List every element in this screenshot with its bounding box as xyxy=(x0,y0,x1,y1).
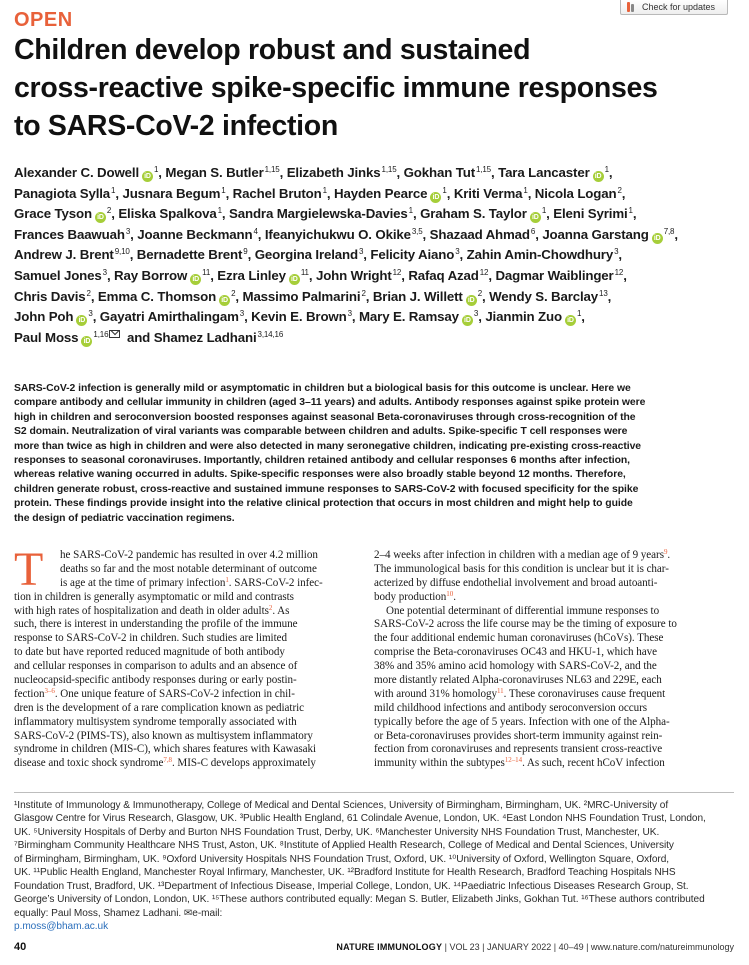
author-name: Tara Lancaster xyxy=(498,165,590,180)
author-affiliation-sup: 1 xyxy=(217,206,222,216)
author-name: Gayatri Amirthalingam xyxy=(99,309,239,325)
author[interactable] xyxy=(243,289,366,304)
author-name: John Poh xyxy=(14,309,74,325)
body-text-line: mild childhood infections and antibody seroconversion occurs xyxy=(374,701,648,714)
author[interactable] xyxy=(430,227,536,242)
author-name: Rachel Bruton xyxy=(232,185,322,201)
citation-ref[interactable]: 9 xyxy=(663,548,668,556)
author-affiliation-sup: 9,10 xyxy=(114,247,130,257)
orcid-icon[interactable]: iD xyxy=(142,171,153,182)
author-name: Hayden Pearce xyxy=(334,185,428,201)
author-line: Frances Baawuah$^3$, Joanne Beckmann$^4$, Ifeanyichukwu O. Okike$^{3,5}$, Shazaad Ahmad$^6$, Joanna Garstang iD$^{7,8}$, xyxy=(14,226,678,242)
author-affiliation-sup: 12 xyxy=(614,267,624,277)
article-title xyxy=(14,31,734,145)
body-text-line: syndrome in children (MIS-C), which shares features with Kawasaki xyxy=(14,743,317,756)
body-text-line: such, there is interest in understanding the profile of the immune xyxy=(14,618,298,631)
author[interactable] xyxy=(251,309,352,324)
author[interactable] xyxy=(14,227,130,242)
author[interactable] xyxy=(14,289,91,304)
author-affiliation-sup: 12 xyxy=(479,267,489,277)
orcid-icon[interactable]: iD xyxy=(530,212,541,223)
body-text-line: SARS-CoV-2 (PIMS-TS), also known as multisystem inflammatory xyxy=(14,729,313,742)
author-name: Joanna Garstang xyxy=(542,226,649,242)
author[interactable] xyxy=(137,247,248,262)
abstract-line: high in children and seroconversion boosted responses against seasonal Beta-coronaviruses through cross-recognition of the xyxy=(14,411,636,423)
orcid-icon[interactable]: iD xyxy=(462,315,473,326)
orcid-icon[interactable]: iD xyxy=(219,295,230,306)
author[interactable] xyxy=(98,289,236,304)
affiliation-line: equally: Paul Moss, Shamez Ladhani. ✉e-mail: p.moss@bham.ac.uk xyxy=(14,907,734,934)
author-affiliation-sup: 1,16 xyxy=(93,329,109,339)
body-text-line: 38% and 35% amino acid homology with SARS-CoV-2, and the xyxy=(374,660,657,673)
author[interactable] xyxy=(359,309,478,324)
author[interactable] xyxy=(553,206,633,221)
author[interactable] xyxy=(14,206,111,221)
author-line: Grace Tyson $iD^2$, Eliska Spalkova$^1$, Sandra Margielewska-Davies$^1$, Graham S. Taylor $iD^1$, Eleni Syrimi$^1$, xyxy=(14,206,637,222)
author[interactable] xyxy=(489,289,608,304)
author-name: Emma C. Thomson xyxy=(97,288,217,304)
author[interactable] xyxy=(454,186,528,201)
author[interactable] xyxy=(334,186,447,201)
author[interactable] xyxy=(14,186,115,201)
body-text-line: comprise the Beta-coronaviruses OC43 and HKU-1, which have xyxy=(374,646,657,659)
author-affiliation-sup: 3,14,16 xyxy=(257,329,284,339)
body-text-line: tion in children is generally asymptomatic or mild and contrasts xyxy=(14,590,294,603)
author-name: Rafaq Azad xyxy=(408,267,479,283)
title-line: cross-reactive spike-specific immune responses xyxy=(14,72,658,104)
author-line: Panagiota Sylla$^1$, Jusnara Begum$^1$, Rachel Bruton$^1$, Hayden Pearce $iD^1$, Kriti Verma$^1$, Nicola Logan$^2$, xyxy=(14,185,626,201)
citation-ref[interactable]: 2 xyxy=(268,603,273,612)
author[interactable] xyxy=(118,206,222,221)
citation-ref[interactable]: 1 xyxy=(225,575,229,584)
author-affiliation-sup: 12 xyxy=(392,267,402,277)
check-for-updates-button[interactable] xyxy=(620,0,728,15)
author[interactable] xyxy=(14,247,130,262)
author-name: Ifeanyichukwu O. Okike xyxy=(264,226,411,242)
author-name: Ray Borrow xyxy=(114,267,188,283)
body-text-line: response to SARS-CoV-2 in children. Such studies are limited xyxy=(14,632,287,645)
author-name: Sandra Margielewska-Davies xyxy=(229,206,408,222)
author-affiliation-sup: 3,5 xyxy=(411,226,423,236)
abstract-line: SARS-CoV-2 infection is generally mild or asymptomatic in children but a biological basis for this outcome is unclear. Here we xyxy=(14,383,631,394)
author-affiliation-sup: 1 xyxy=(541,206,547,216)
author-affiliation-sup: 7,8 xyxy=(663,226,675,236)
author[interactable] xyxy=(287,165,397,180)
author[interactable] xyxy=(114,268,210,283)
author[interactable] xyxy=(495,268,623,283)
author-affiliation-sup: 1 xyxy=(322,185,327,195)
author-name: Grace Tyson xyxy=(14,206,92,222)
title-line: to SARS-CoV-2 infection xyxy=(14,110,339,142)
author-name: Shazaad Ahmad xyxy=(429,226,530,242)
author-affiliation-sup: 1 xyxy=(221,185,226,195)
body-text-line: with high rates of hospitalization and death in older adults$^2$. As xyxy=(14,603,290,617)
abstract-line: responses to seasonal coronaviruses. Importantly, children retained antibody and cellular responses 6 months after infection, xyxy=(14,455,631,467)
citation-ref[interactable]: 11 xyxy=(496,686,504,695)
author[interactable] xyxy=(420,206,546,221)
body-text-line: to date but have reported reduced magnitude of both antibody xyxy=(14,646,285,659)
author-affiliation-sup: 1,15 xyxy=(264,165,280,174)
citation-ref[interactable]: 12–14 xyxy=(504,756,523,765)
body-text-line: is age at the time of primary infection$^1$. SARS-CoV-2 infec- xyxy=(60,575,323,589)
author-name: Jusnara Begum xyxy=(122,185,221,201)
email-link[interactable]: p.moss@bham.ac.uk xyxy=(14,921,109,933)
author-affiliation-sup: 13 xyxy=(599,288,608,298)
author-name: Gokhan Tut xyxy=(403,165,475,180)
author[interactable] xyxy=(255,247,364,262)
body-column-left xyxy=(14,549,369,771)
body-text-line: typically before the age of 5 years. Infection with one of the Alpha- xyxy=(374,715,670,728)
author-name: Jianmin Zuo xyxy=(485,309,562,325)
author-name: Dagmar Waiblinger xyxy=(495,267,614,283)
author-affiliation-sup: 1,15 xyxy=(476,165,491,174)
body-text-line: dren is the development of a rare complication known as pediatric xyxy=(14,701,305,714)
author[interactable] xyxy=(404,165,491,180)
body-text-line: fection$^{3-6}$. One unique feature of SARS-CoV-2 infection in chil- xyxy=(14,686,295,700)
affiliations xyxy=(14,799,734,934)
affiliation-line: UK. ¹¹Public Health England, Manchester Royal Infirmary, Manchester, UK. ¹²Bradford Institute for Health Research, Bradford Teaching Hospitals NHS xyxy=(14,867,676,879)
author-name: Bernadette Brent xyxy=(136,247,243,263)
body-text-line: SARS-CoV-2 across the life course may be the timing of exposure to xyxy=(374,618,677,631)
author[interactable] xyxy=(535,186,622,201)
orcid-icon[interactable]: iD xyxy=(466,295,477,306)
page-number: 40 xyxy=(14,941,27,953)
author-affiliation-sup: 1 xyxy=(111,185,116,195)
author-name: Paul Moss xyxy=(14,329,79,345)
author-name: Georgina Ireland xyxy=(254,247,358,263)
author-affiliation-sup: 3 xyxy=(102,267,107,277)
affiliation-line: Glasgow Centre for Virus Research, Glasgow, UK. ³Public Health England, 61 Colindale Avenue, London, UK. ⁴East London NHS Foundation Trust, London, xyxy=(14,813,706,825)
author-affiliation-sup: 3 xyxy=(614,247,619,257)
author-affiliation-sup: 2 xyxy=(231,288,236,298)
orcid-icon[interactable]: iD xyxy=(190,274,201,285)
body-text-line: he SARS-CoV-2 pandemic has resulted in over 4.2 million xyxy=(60,549,318,561)
author[interactable] xyxy=(408,268,488,283)
affiliation-line: George’s University of London, London, UK. ¹⁵These authors contributed equally: Megan S. Butler, Elizabeth Jinks, Gokhan Tut. ¹⁶These authors contributed xyxy=(14,894,705,906)
author-name: Samuel Jones xyxy=(14,267,102,283)
body-text-line: immunity within the subtypes$^{12-14}$. As such, recent hCoV infection xyxy=(374,756,665,770)
abstract-line: the design of pediatric vaccination regimens. xyxy=(14,512,235,524)
crossmark-icon xyxy=(626,2,636,13)
author-affiliation-sup: 3 xyxy=(473,309,479,319)
affiliation-line: ¹Institute of Immunology & Immunotherapy, College of Medical and Dental Sciences, University of Birmingham, Birmingham, UK. ²MRC-University of xyxy=(14,800,669,811)
author[interactable] xyxy=(100,309,244,324)
author[interactable] xyxy=(154,330,283,345)
footnote-divider xyxy=(14,792,734,793)
body-text-line: inflammatory multisystem syndrome temporally associated with xyxy=(14,715,297,728)
affiliation-line: UK. ⁵University Hospitals of Derby and Burton NHS Foundation Trust, Derby, UK. ⁶Manchester University NHS Foundation Trust, Manchester, UK. xyxy=(14,826,660,838)
body-text-line: 2–4 weeks after infection in children with a median age of 9 years$^9$. xyxy=(374,548,671,561)
author-name: John Wright xyxy=(315,267,392,283)
orcid-icon[interactable]: iD xyxy=(81,336,92,347)
body-text-line: body production$^{10}$. xyxy=(374,589,456,603)
author-name: Frances Baawuah xyxy=(14,226,125,242)
author-affiliation-sup: 2 xyxy=(617,185,622,195)
author-line: Alexander C. Dowell $iD^1$, Megan S. Butler$^{1,15}$, Elizabeth Jinks$^{1,15}$, Gokhan Tut$^{1,15}$, Tara Lancaster $iD^1$, xyxy=(14,165,613,180)
author-name: Andrew J. Brent xyxy=(14,247,114,263)
author-affiliation-sup: 6 xyxy=(530,226,536,236)
citation-ref[interactable]: 3–6 xyxy=(44,686,55,695)
author-list xyxy=(14,163,734,348)
author[interactable] xyxy=(229,206,413,221)
affiliation-line: Foundation Trust, Bradford, UK. ¹³Department of Infectious Disease, Imperial College, London, UK. ¹⁴Paediatric Infectious Diseases Research Group, St. xyxy=(14,880,689,892)
body-text-line: or Beta-coronaviruses provides short-term immunity against rein- xyxy=(374,729,663,742)
body-text-line: with around 31% homology$^{11}$. These coronaviruses cause frequent xyxy=(374,686,666,700)
orcid-icon[interactable]: iD xyxy=(289,274,300,285)
author[interactable] xyxy=(137,227,258,242)
author[interactable] xyxy=(467,247,619,262)
author-name: Wendy S. Barclay xyxy=(489,288,599,304)
abstract-line: protein. These findings provide insight into the relative clinical protection that occurs in most children and might help to guide xyxy=(14,498,633,510)
drop-cap: T xyxy=(14,543,44,596)
journal-details: | VOL 23 | JANUARY 2022 | 40–49 | www.nature.com/natureimmunology xyxy=(442,942,734,952)
journal-info xyxy=(336,942,734,952)
body-text-line: The immunological basis for this condition is unclear but it is char- xyxy=(374,562,669,575)
open-access-label: OPEN xyxy=(14,9,73,31)
abstract-line: children generate robust, cross-reactive and sustained immune responses to SARS-CoV-2 with focused specificity for the spike xyxy=(14,483,639,495)
author[interactable] xyxy=(485,309,581,324)
mail-icon[interactable] xyxy=(109,330,120,338)
author-affiliation-sup: 3 xyxy=(239,309,245,319)
author-name: Joanne Beckmann xyxy=(137,226,253,242)
author[interactable] xyxy=(217,268,309,283)
author-affiliation-sup: 1,15 xyxy=(381,165,397,174)
body-text-line: and cellular responses in comparison to adults and an absence of xyxy=(14,660,298,673)
author-affiliation-sup: 3 xyxy=(358,247,364,257)
author-name: Chris Davis xyxy=(14,288,86,304)
author-affiliation-sup: 2 xyxy=(361,288,366,298)
citation-ref[interactable]: 7,8 xyxy=(163,756,172,765)
orcid-icon[interactable]: iD xyxy=(76,315,87,326)
body-text-line: disease and toxic shock syndrome$^{7,8}$. MIS-C develops approximately xyxy=(14,756,316,770)
orcid-icon[interactable]: iD xyxy=(593,171,604,182)
author[interactable] xyxy=(122,186,225,201)
author[interactable] xyxy=(265,227,423,242)
body-column-right xyxy=(374,549,729,771)
body-text-line: fection from coronaviruses and represents transient cross-reactive xyxy=(374,743,663,756)
title-line: Children develop robust and sustained xyxy=(14,34,531,66)
author-affiliation-sup: 1 xyxy=(604,165,609,174)
author[interactable] xyxy=(498,165,609,180)
author-affiliation-sup: 11 xyxy=(300,267,309,277)
body-text-line: deaths so far and the most notable determinant of outcome xyxy=(60,562,317,575)
abstract-line: S2 domain. Neutralization of viral variants was comparable between children and adults. Spike-specific T cell responses were xyxy=(14,426,628,438)
author-affiliation-sup: 4 xyxy=(253,226,258,236)
author[interactable] xyxy=(14,165,158,180)
body-text-line: acterized by diffuse endothelial involvement and broad autoanti- xyxy=(374,576,658,589)
author[interactable] xyxy=(14,330,123,345)
author-name: Nicola Logan xyxy=(534,185,617,201)
author-name: Graham S. Taylor xyxy=(420,206,527,222)
author[interactable] xyxy=(542,227,674,242)
author-line: Samuel Jones$^3$, Ray Borrow $iD^{11}$, Ezra Linley $iD^{11}$, John Wright$^{12}$, Rafaq Azad$^{12}$, Dagmar Waiblinger$^{12}$, xyxy=(14,267,627,283)
check-for-updates-label: Check for updates xyxy=(642,2,716,12)
author-line: Chris Davis$^2$, Emma C. Thomson $iD^2$, Massimo Palmarini$^2$, Brian J. Willett $iD^2$, Wendy S. Barclay$^{13}$, xyxy=(14,288,612,304)
author-name: Eleni Syrimi xyxy=(553,206,628,222)
body-text-line: the four additional endemic human coronaviruses (hCoVs). These xyxy=(374,632,664,645)
abstract xyxy=(14,382,736,526)
author-affiliation-sup: 3 xyxy=(88,309,93,319)
author-affiliation-sup: 11 xyxy=(202,267,211,277)
author-affiliation-sup: 3 xyxy=(125,226,131,236)
abstract-line: more than twice as high in children and were also detected in many seronegative children, indicating pre-existing cross-reactive xyxy=(14,440,642,452)
author-name: Brian J. Willett xyxy=(372,288,463,304)
orcid-icon[interactable]: iD xyxy=(430,192,441,203)
author-name: Alexander C. Dowell xyxy=(14,165,139,180)
author[interactable] xyxy=(316,268,401,283)
author-affiliation-sup: 1 xyxy=(628,206,633,216)
body-text-line: One potential determinant of differential immune responses to xyxy=(386,604,660,617)
author-name: Shamez Ladhani xyxy=(153,329,257,345)
author-name: Zahin Amin-Chowdhury xyxy=(466,247,614,263)
author-name: Elizabeth Jinks xyxy=(286,165,381,180)
abstract-line: compare antibody and cellular immunity in children (aged 3–11 years) and adults. Antibody responses against spike protein were xyxy=(14,397,646,409)
author-name: Massimo Palmarini xyxy=(242,288,361,304)
author-affiliation-sup: 2 xyxy=(477,288,482,298)
author[interactable] xyxy=(233,186,327,201)
author-affiliation-sup: 2 xyxy=(106,206,112,216)
author[interactable] xyxy=(165,165,279,180)
author-affiliation-sup: 1 xyxy=(442,185,447,195)
author-affiliation-sup: 9 xyxy=(243,247,248,257)
author-name: Ezra Linley xyxy=(217,267,286,283)
author-line: Paul Moss iD$^{1,16}$ and Shamez Ladhani$^{3,14,16}$ xyxy=(14,329,284,345)
author-affiliation-sup: 2 xyxy=(86,288,91,298)
author[interactable] xyxy=(370,247,459,262)
author[interactable] xyxy=(14,268,107,283)
body-text-line: more distantly related Alpha-coronaviruses NL63 and 229E, each xyxy=(374,674,662,687)
orcid-icon[interactable]: iD xyxy=(95,212,106,223)
author-name: Kevin E. Brown xyxy=(251,309,347,325)
author-affiliation-sup: 1 xyxy=(153,165,159,174)
author-line: John Poh $iD^3$, Gayatri Amirthalingam$^3$, Kevin E. Brown$^3$, Mary E. Ramsay $iD^3$, Jianmin Zuo $iD^1$, xyxy=(14,309,585,325)
orcid-icon[interactable]: iD xyxy=(565,315,576,326)
citation-ref[interactable]: 10 xyxy=(446,589,454,598)
author[interactable] xyxy=(373,289,482,304)
affiliation-line: of Birmingham, Birmingham, UK. ⁹Oxford University Hospitals NHS Foundation Trust, Oxford, UK. ¹⁰University of Oxford, Wellington Square, Oxford, xyxy=(14,853,670,865)
author-line: Andrew J. Brent$^{9,10}$, Bernadette Brent$^9$, Georgina Ireland$^3$, Felicity Aiano$^3$, Zahin Amin-Chowdhury$^3$, xyxy=(14,247,622,263)
author-name: Kriti Verma xyxy=(453,185,523,201)
author-name: Eliska Spalkova xyxy=(118,206,217,222)
author-name: Megan S. Butler xyxy=(165,165,264,180)
author-affiliation-sup: 1 xyxy=(408,206,413,216)
author-name: Mary E. Ramsay xyxy=(359,309,459,325)
author-name: Felicity Aiano xyxy=(370,247,455,263)
author-affiliation-sup: 3 xyxy=(347,309,352,319)
author-affiliation-sup: 1 xyxy=(576,309,582,319)
author-affiliation-sup: 3 xyxy=(455,247,460,257)
journal-name: NATURE IMMUNOLOGY xyxy=(336,942,443,952)
author[interactable] xyxy=(14,309,93,324)
orcid-icon[interactable]: iD xyxy=(652,233,663,244)
affiliation-line: ⁷Birmingham Community Healthcare NHS Trust, Aston, UK. ⁸Institute of Applied Health Research, College of Medical and Dental Sciences, University xyxy=(14,840,674,852)
author-name: Panagiota Sylla xyxy=(14,185,111,201)
abstract-line: whereas relative waning occurred in adults. Spike-specific responses were also broadly stable beyond 12 months. Therefore, xyxy=(14,469,626,481)
body-text-line: nucleocapsid-specific antibody responses during or early postin- xyxy=(14,674,297,687)
author-affiliation-sup: 1 xyxy=(523,185,528,195)
